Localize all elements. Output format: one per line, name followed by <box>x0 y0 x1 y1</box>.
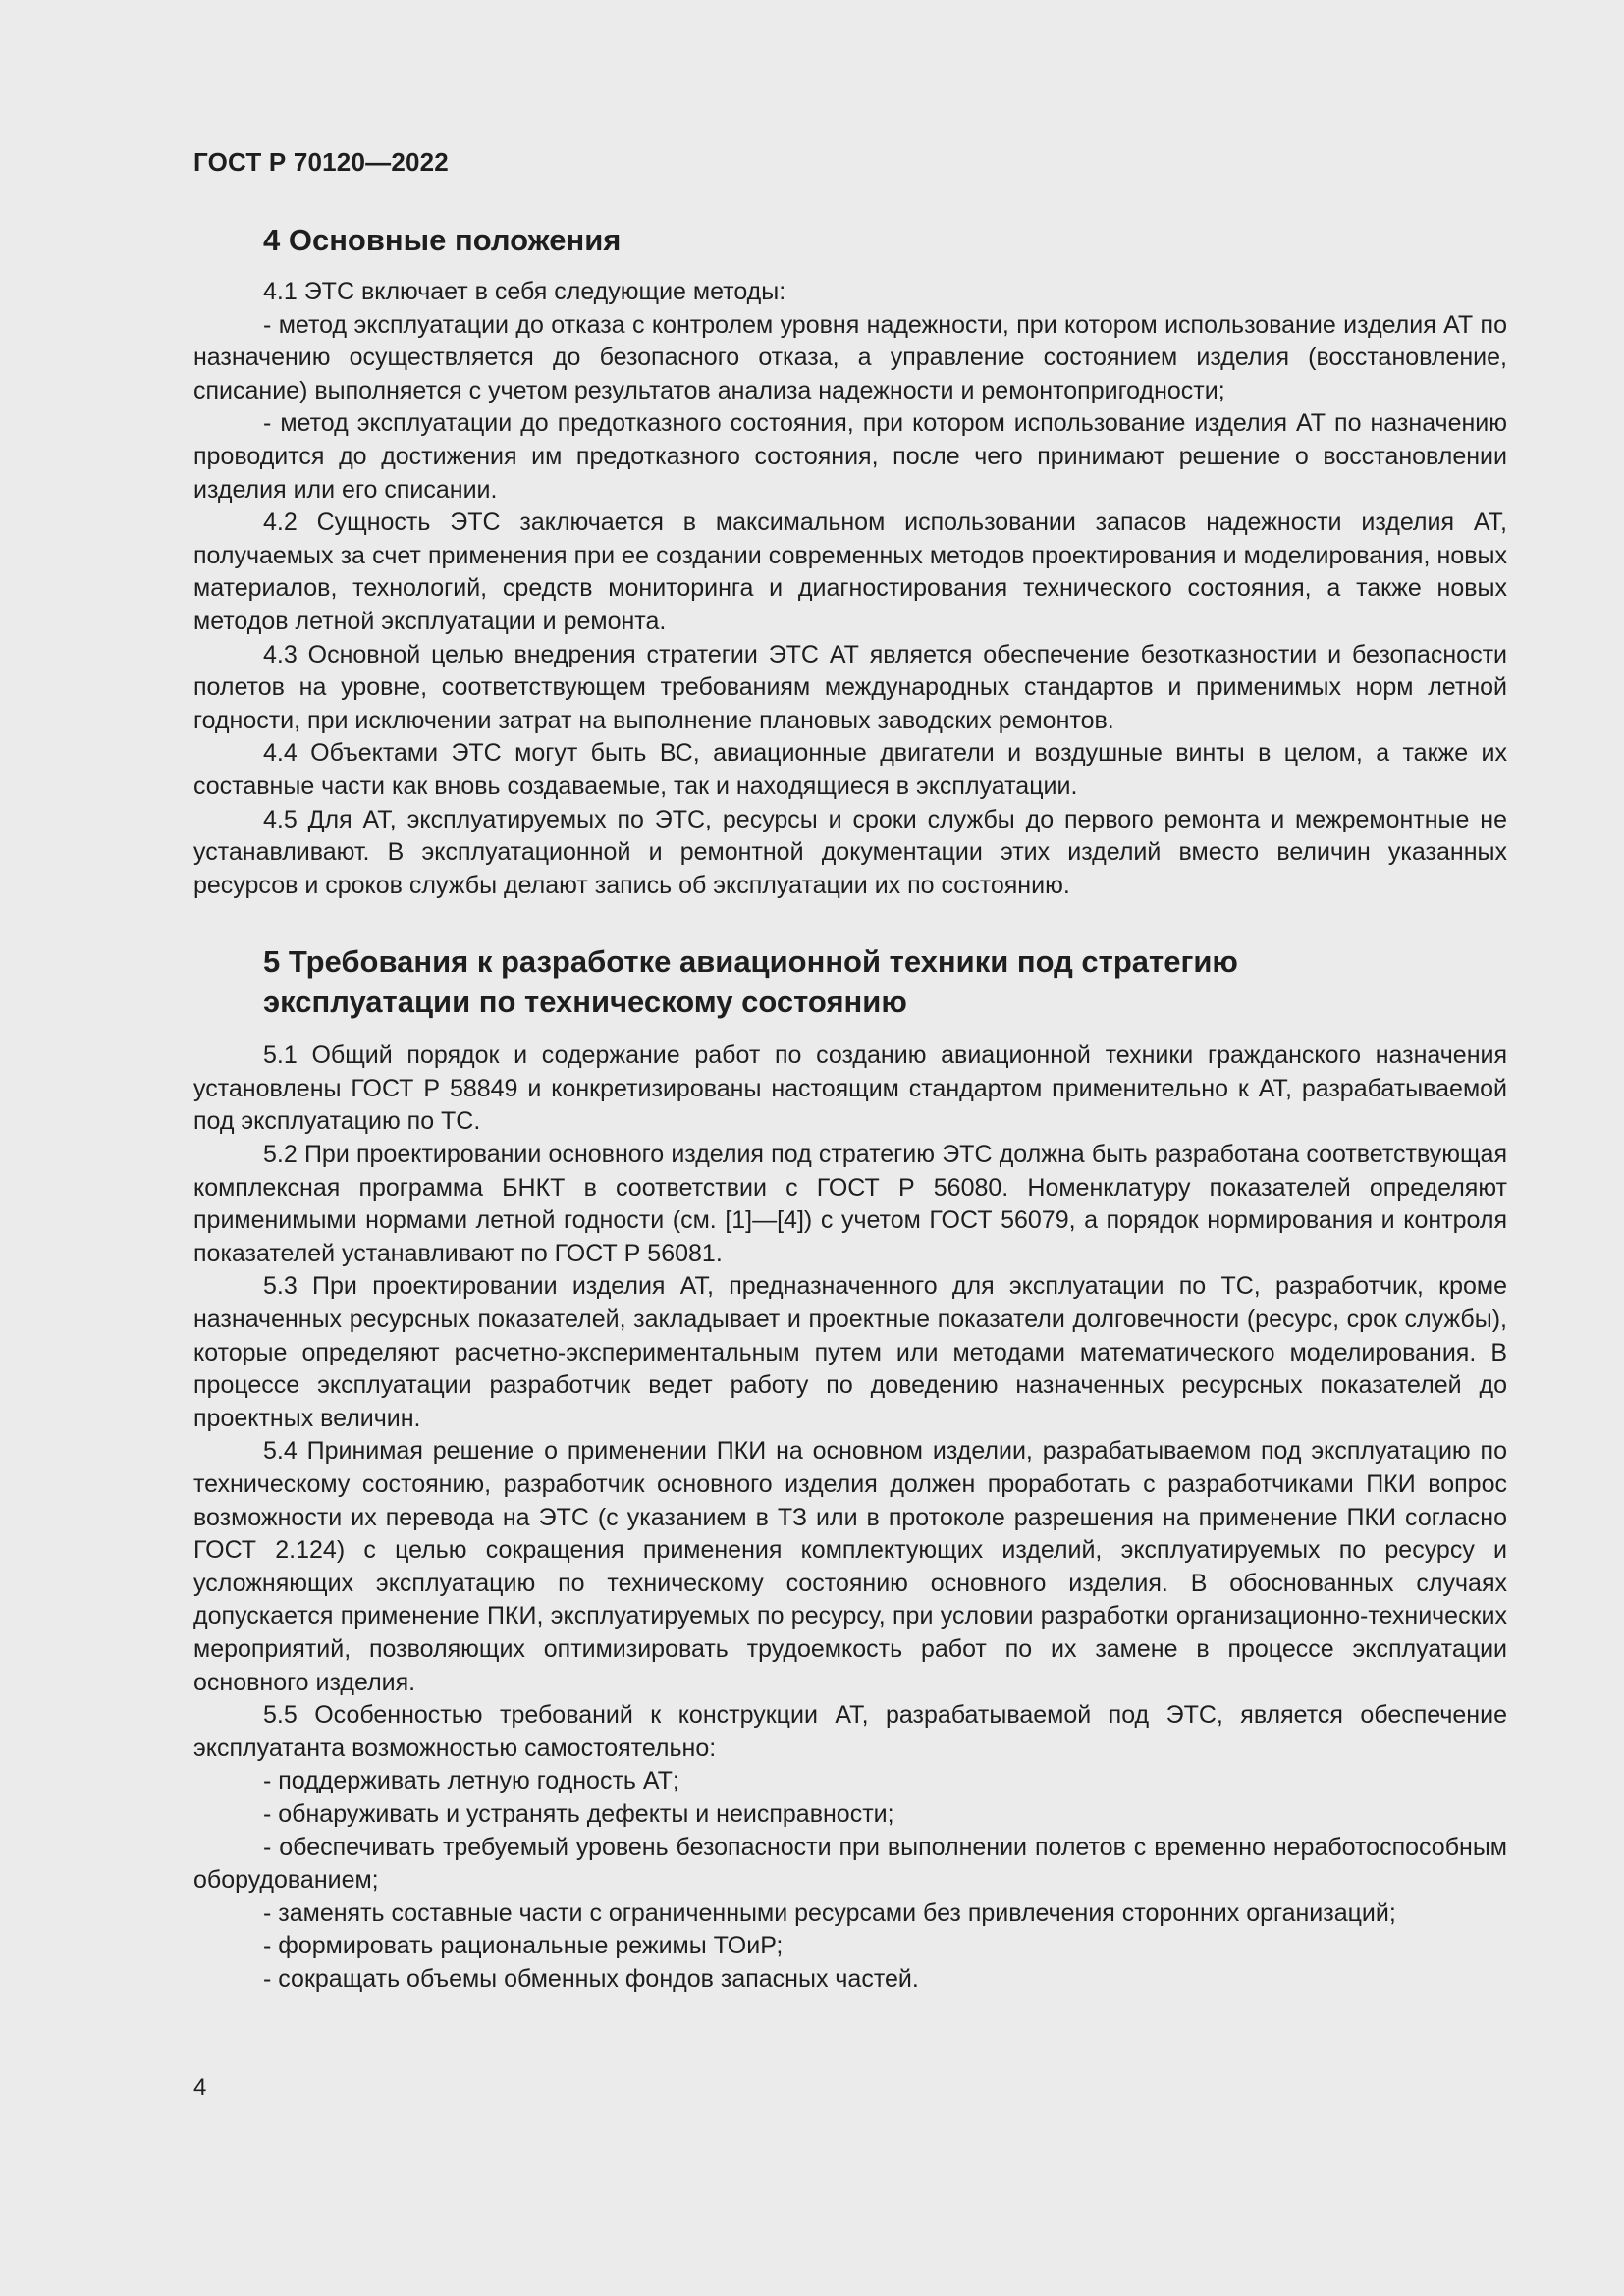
page-content <box>193 220 1507 1997</box>
section-5-title-line-1: 5 Требования к разработке авиационной техники под стратегию <box>263 944 1238 980</box>
paragraph-5-3: 5.3 При проектировании изделия АТ, предназначенного для эксплуатации по ТС, разработчик, кроме назначенных ресурсных показателей, закладывает и проектные показатели долговечности (ресурс, срок службы), которые определяют расчетно-экспериментальным путем или методами математического моделирования. В процессе эксплуатации разработчик ведет работу по доведению назначенных ресурсных показателей до проектных величин. <box>193 1272 1507 1432</box>
list-item-safety-level: - обеспечивать требуемый уровень безопасности при выполнении полетов с временно неработоспособным оборудованием; <box>193 1833 1507 1895</box>
paragraph-5-2: 5.2 При проектировании основного изделия под стратегию ЭТС должна быть разработана соответствующая комплексная программа БНКТ в соответствии с ГОСТ Р 56080. Номенклатуру показателей определяют применимыми нормами летной годности (см. [1]—[4]) с учетом ГОСТ 56079, а порядок нормирования и контроля показателей устанавливают по ГОСТ Р 56081. <box>193 1141 1507 1267</box>
list-item-method-to-failure: - метод эксплуатации до отказа с контролем уровня надежности, при котором использование изделия АТ по назначению осуществляется до безопасного отказа, а управление состоянием изделия (восстановление, списание) выполняется с учетом результатов анализа надежности и ремонтопригодности; <box>193 310 1507 404</box>
section-5-title <box>193 941 1507 1022</box>
document-id-header: ГОСТ Р 70120—2022 <box>193 147 449 177</box>
list-item-replace-parts: - заменять составные части с ограниченными ресурсами без привлечения сторонних организаций; <box>263 1898 1396 1927</box>
paragraph-4-3: 4.3 Основной целью внедрения стратегии ЭТС АТ является обеспечение безотказностии и безопасности полетов на уровне, соответствующем требованиям международных стандартов и применимых норм летной годности, при исключении затрат на выполнение плановых заводских ремонтов. <box>193 640 1507 734</box>
page-number: 4 <box>193 2074 207 2101</box>
paragraph-5-4: 5.4 Принимая решение о применении ПКИ на основном изделии, разрабатываемом под эксплуатацию по техническому состоянию, разработчик основного изделия должен проработать с разработчиками ПКИ вопрос возможности их перевода на ЭТС (с указанием в ТЗ или в протоколе разрешения на применение ПКИ согласно ГОСТ 2.124) с целью сокращения применения комплектующих изделий, эксплуатируемых по ресурсу и усложняющих эксплуатацию по техническому состоянию основного изделия. В обоснованных случаях допускается применение ПКИ, эксплуатируемых по ресурсу, при условии разработки организационно-технических мероприятий, позволяющих оптимизировать трудоемкость работ по их замене в процессе эксплуатации основного изделия. <box>193 1437 1507 1696</box>
list-item-spare-parts: - сокращать объемы обменных фондов запасных частей. <box>263 1964 919 1993</box>
paragraph-4-1: 4.1 ЭТС включает в себя следующие методы: <box>263 278 786 305</box>
list-item-airworthiness: - поддерживать летную годность АТ; <box>263 1767 679 1795</box>
paragraph-4-4: 4.4 Объектами ЭТС могут быть ВС, авиационные двигатели и воздушные винты в целом, а также их составные части как вновь создаваемые, так и находящиеся в эксплуатации. <box>193 739 1507 800</box>
paragraph-4-2: 4.2 Сущность ЭТС заключается в максимальном использовании запасов надежности изделия АТ, получаемых за счет применения при ее создании современных методов проектирования и моделирования, новых материалов, технологий, средств мониторинга и диагностирования технического состояния, а также новых методов летной эксплуатации и ремонта. <box>193 508 1507 635</box>
paragraph-5-5: 5.5 Особенностью требований к конструкции АТ, разрабатываемой под ЭТС, является обеспечение эксплуатанта возможностью самостоятельно: <box>193 1701 1507 1762</box>
list-item-maintenance-modes: - формировать рациональные режимы ТОиР; <box>263 1932 784 1960</box>
section-4-title: 4 Основные положения <box>263 223 622 257</box>
list-item-method-pre-failure: - метод эксплуатации до предотказного состояния, при котором использование изделия АТ по назначению проводится до достижения им предотказного состояния, после чего принимают решение о восстановлении изделия или его списании. <box>193 409 1507 504</box>
list-item-defects: - обнаруживать и устранять дефекты и неисправности; <box>263 1799 894 1828</box>
section-5-title-line-2: эксплуатации по техническому состоянию <box>263 985 907 1020</box>
paragraph-5-1: 5.1 Общий порядок и содержание работ по созданию авиационной техники гражданского назначения установлены ГОСТ Р 58849 и конкретизированы настоящим стандартом применительно к АТ, разрабатываемой под эксплуатацию по ТС. <box>193 1041 1507 1136</box>
paragraph-4-5: 4.5 Для АТ, эксплуатируемых по ЭТС, ресурсы и сроки службы до первого ремонта и межремонтные не устанавливают. В эксплуатационной и ремонтной документации этих изделий вместо величин указанных ресурсов и сроков службы делают запись об эксплуатации их по состоянию. <box>193 805 1507 899</box>
